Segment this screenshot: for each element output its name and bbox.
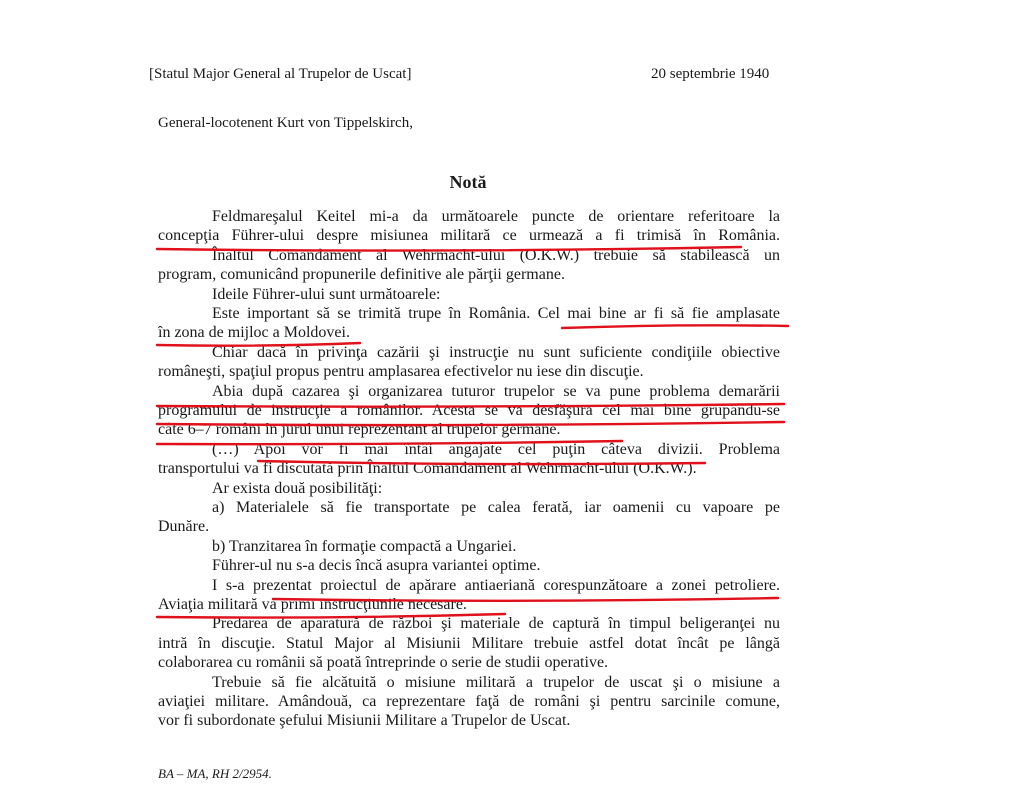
source-citation: BA – MA, RH 2/2954. bbox=[158, 766, 272, 781]
body-line: a) Materialele să fie transportate pe calea ferată, iar oamenii cu vapoare pe bbox=[212, 499, 780, 516]
body-line: Ideile Führer-ului sunt următoarele: bbox=[212, 285, 441, 303]
body-line: Aviaţia militară va primi instrucţiunile necesare. bbox=[158, 596, 467, 613]
red-underline-stroke bbox=[157, 404, 784, 407]
red-underline-stroke bbox=[157, 614, 505, 618]
red-underline-stroke bbox=[157, 343, 360, 346]
document-institution: [Statul Major General al Trupelor de Uscat] bbox=[149, 66, 412, 82]
body-line: I s-a prezentat proiectul de apărare antiaeriană corespunzătoare a zonei petroliere. bbox=[212, 576, 780, 594]
body-line: programului de instrucţie a românilor. Acesta se va desfăşura cel mai bine grupându-se bbox=[158, 402, 780, 419]
body-line: Dunăre. bbox=[158, 518, 210, 536]
red-underline-stroke bbox=[258, 461, 705, 464]
document-recipient: General-locotenent Kurt von Tippelskirch, bbox=[158, 115, 413, 131]
body-line: câte 6–7 români în jurul unui reprezentant al trupelor germane. bbox=[158, 421, 561, 439]
body-line: program, comunicând propunerile definitive ale părţii germane. bbox=[158, 266, 565, 284]
body-line: româneşti, spaţiul propus pentru amplasarea efectivelor nu iese din discuţie. bbox=[158, 363, 644, 381]
body-line: colaborarea cu românii să poată întreprinde o serie de studii operative. bbox=[158, 654, 609, 672]
document-title: Notă bbox=[449, 172, 487, 192]
document-date: 20 septembrie 1940 bbox=[651, 66, 770, 82]
body-line: Chiar dacă în privinţa cazării şi instrucţie nu sunt suficiente condiţiile obiective bbox=[212, 343, 780, 361]
body-line: transportului va fi discutată prin Înaltul Comandament al Wehrmacht-ului (O.K.W.). bbox=[158, 460, 697, 478]
red-underline-stroke bbox=[273, 598, 778, 601]
body-line: Ar exista două posibilităţi: bbox=[212, 479, 383, 497]
body-line: Führer-ul nu s-a decis încă asupra variantei optime. bbox=[212, 557, 541, 575]
body-line: Feldmareşalul Keitel mi-a da următoarele puncte de orientare referitoare la bbox=[212, 208, 780, 225]
body-line: Abia după cazarea şi organizarea tuturor trupelor se va pune problema demarării bbox=[212, 382, 780, 400]
red-underline-stroke bbox=[562, 325, 788, 328]
red-underline-stroke bbox=[157, 247, 741, 251]
body-line: Înaltul Comandament al Wehrmacht-ului (O.K.W.) trebuie să stabilească un bbox=[212, 246, 780, 264]
body-line: vor fi subordonate şefului Misiunii Militare a Trupelor de Uscat. bbox=[158, 712, 571, 730]
body-line: Predarea de aparatură de război şi materiale de captură în timpul beligeranţei nu bbox=[212, 615, 780, 633]
body-line: b) Tranzitarea în formaţie compactă a Ungariei. bbox=[212, 537, 517, 555]
body-line: în zona de mijloc a Moldovei. bbox=[158, 324, 350, 342]
body-line: aviaţiei militare. Amândouă, ca reprezentare faţă de români şi pentru sarcinile comune, bbox=[158, 693, 780, 710]
body-line: Trebuie să fie alcătuită o misiune militară a trupelor de uscat şi o misiune a bbox=[212, 673, 780, 691]
body-line: Este important să se trimită trupe în România. Cel mai bine ar fi să fie amplasate bbox=[212, 305, 780, 322]
body-line: concepţia Führer-ului despre misiunea militară ce urmează a fi trimisă în România. bbox=[158, 227, 780, 245]
body-line: (…) Apoi vor fi mai întâi angajate cel puţin câteva divizii. Problema bbox=[212, 440, 780, 458]
red-underline-stroke bbox=[157, 422, 784, 425]
body-line: intră în discuţie. Statul Major al Misiunii Militare trebuie astfel dotat încât pe lângă bbox=[158, 634, 780, 652]
red-underline-stroke bbox=[157, 441, 622, 444]
